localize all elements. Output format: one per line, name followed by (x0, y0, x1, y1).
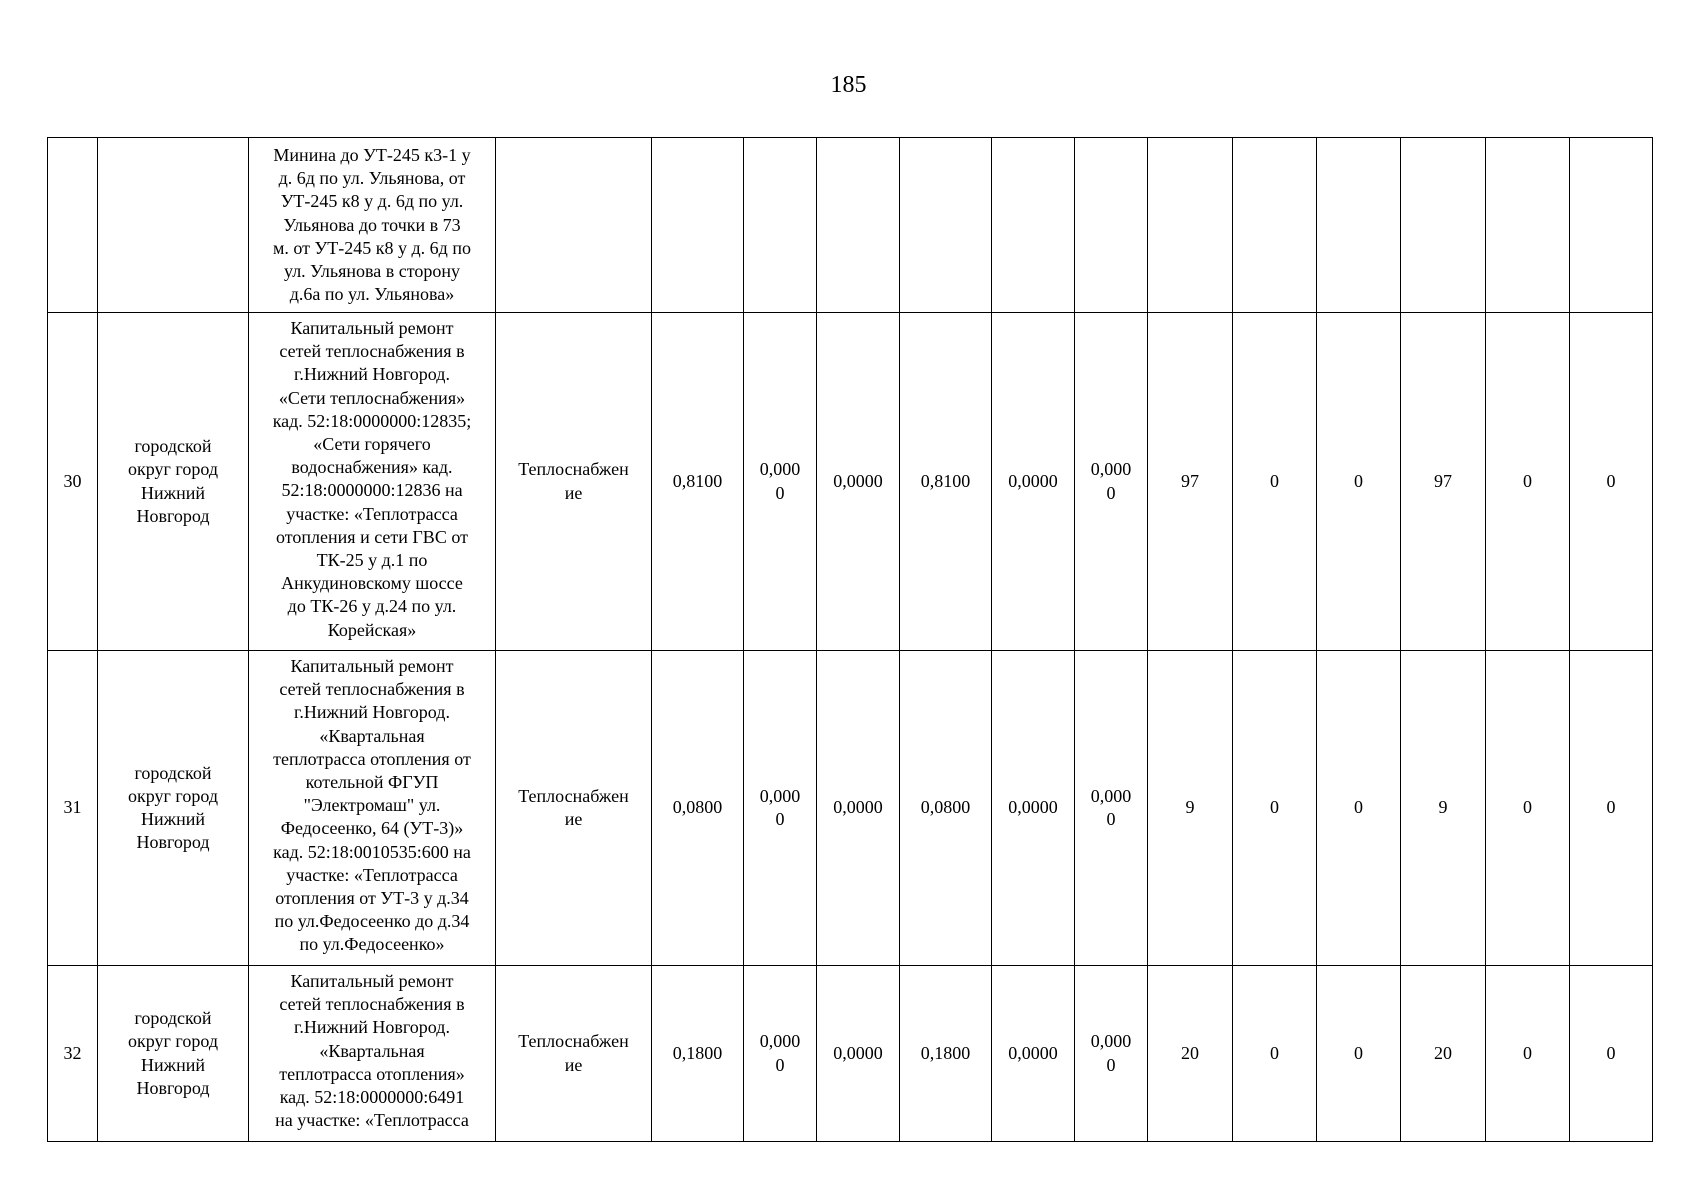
table-row (48, 313, 1653, 651)
value-cell: 0,1800 (652, 966, 744, 1142)
value-cell: 0,000 0 (744, 966, 817, 1142)
municipality-cell (98, 138, 249, 313)
table-row-continuation (48, 138, 1653, 313)
value-cell (817, 138, 900, 313)
value-cell: 0 (1486, 313, 1570, 651)
value-cell: 0 (1570, 966, 1653, 1142)
table-row (48, 651, 1653, 966)
value-cell: 0 (1233, 313, 1317, 651)
description-cell: Капитальный ремонт сетей теплоснабжения в г.Нижний Новгород. «Квартальная теплотрасса отопления от котельной ФГУП "Электромаш" ул. Федосеенко, 64 (УТ-3)» кад. 52:18:0010535:600 на участке: «Теплотрасса отопления от УТ-3 у д.34 по ул.Федосеенко до д.34 по ул.Федосеенко» (249, 651, 496, 966)
description-cell: Минина до УТ-245 к3-1 у д. 6д по ул. Ульянова, от УТ-245 к8 у д. 6д по ул. Ульянова до точки в 73 м. от УТ-245 к8 у д. 6д по ул. Ульянова в сторону д.6а по ул. Ульянова» (249, 138, 496, 313)
value-cell: 0,0000 (817, 966, 900, 1142)
value-cell: 0,000 0 (1075, 313, 1148, 651)
type-cell: Теплоснабжен ие (496, 966, 652, 1142)
value-cell (1401, 138, 1486, 313)
value-cell: 0,0000 (817, 651, 900, 966)
value-cell (744, 138, 817, 313)
value-cell: 0,0000 (992, 313, 1075, 651)
value-cell: 0,000 0 (744, 313, 817, 651)
type-cell: Теплоснабжен ие (496, 313, 652, 651)
type-cell (496, 138, 652, 313)
row-number: 32 (48, 966, 98, 1142)
value-cell: 0,8100 (652, 313, 744, 651)
value-cell (992, 138, 1075, 313)
value-cell (900, 138, 992, 313)
value-cell: 0,8100 (900, 313, 992, 651)
municipality-cell: городской округ город Нижний Новгород (98, 651, 249, 966)
value-cell: 97 (1401, 313, 1486, 651)
value-cell: 0 (1486, 651, 1570, 966)
table-row (48, 966, 1653, 1142)
row-number: 30 (48, 313, 98, 651)
value-cell (1317, 138, 1401, 313)
row-number: 31 (48, 651, 98, 966)
value-cell: 0,1800 (900, 966, 992, 1142)
description-cell: Капитальный ремонт сетей теплоснабжения в г.Нижний Новгород. «Квартальная теплотрасса отопления» кад. 52:18:0000000:6491 на участке: «Теплотрасса (249, 966, 496, 1142)
value-cell: 9 (1148, 651, 1233, 966)
municipality-cell: городской округ город Нижний Новгород (98, 966, 249, 1142)
type-cell: Теплоснабжен ие (496, 651, 652, 966)
value-cell (1148, 138, 1233, 313)
value-cell: 0,000 0 (1075, 651, 1148, 966)
value-cell: 0 (1317, 313, 1401, 651)
value-cell: 0,0000 (992, 651, 1075, 966)
value-cell: 20 (1401, 966, 1486, 1142)
value-cell (1075, 138, 1148, 313)
value-cell: 9 (1401, 651, 1486, 966)
value-cell (1233, 138, 1317, 313)
value-cell: 0,000 0 (744, 651, 817, 966)
data-table (47, 137, 1653, 1142)
value-cell: 0,0000 (992, 966, 1075, 1142)
value-cell: 0 (1570, 651, 1653, 966)
value-cell: 0 (1233, 651, 1317, 966)
value-cell (1570, 138, 1653, 313)
page-number: 185 (830, 72, 867, 98)
value-cell: 20 (1148, 966, 1233, 1142)
value-cell: 0 (1233, 966, 1317, 1142)
value-cell: 0 (1486, 966, 1570, 1142)
value-cell: 0 (1317, 966, 1401, 1142)
municipality-cell: городской округ город Нижний Новгород (98, 313, 249, 651)
value-cell: 97 (1148, 313, 1233, 651)
description-cell: Капитальный ремонт сетей теплоснабжения в г.Нижний Новгород. «Сети теплоснабжения» кад. 52:18:0000000:12835; «Сети горячего водоснабжения» кад. 52:18:0000000:12836 на участке: «Теплотрасса отопления и сети ГВС от ТК-25 у д.1 по Анкудиновскому шоссе до ТК-26 у д.24 по ул. Корейская» (249, 313, 496, 651)
value-cell (652, 138, 744, 313)
value-cell (1486, 138, 1570, 313)
value-cell: 0,0800 (900, 651, 992, 966)
value-cell: 0,0000 (817, 313, 900, 651)
row-number (48, 138, 98, 313)
value-cell: 0 (1317, 651, 1401, 966)
value-cell: 0,000 0 (1075, 966, 1148, 1142)
value-cell: 0 (1570, 313, 1653, 651)
value-cell: 0,0800 (652, 651, 744, 966)
